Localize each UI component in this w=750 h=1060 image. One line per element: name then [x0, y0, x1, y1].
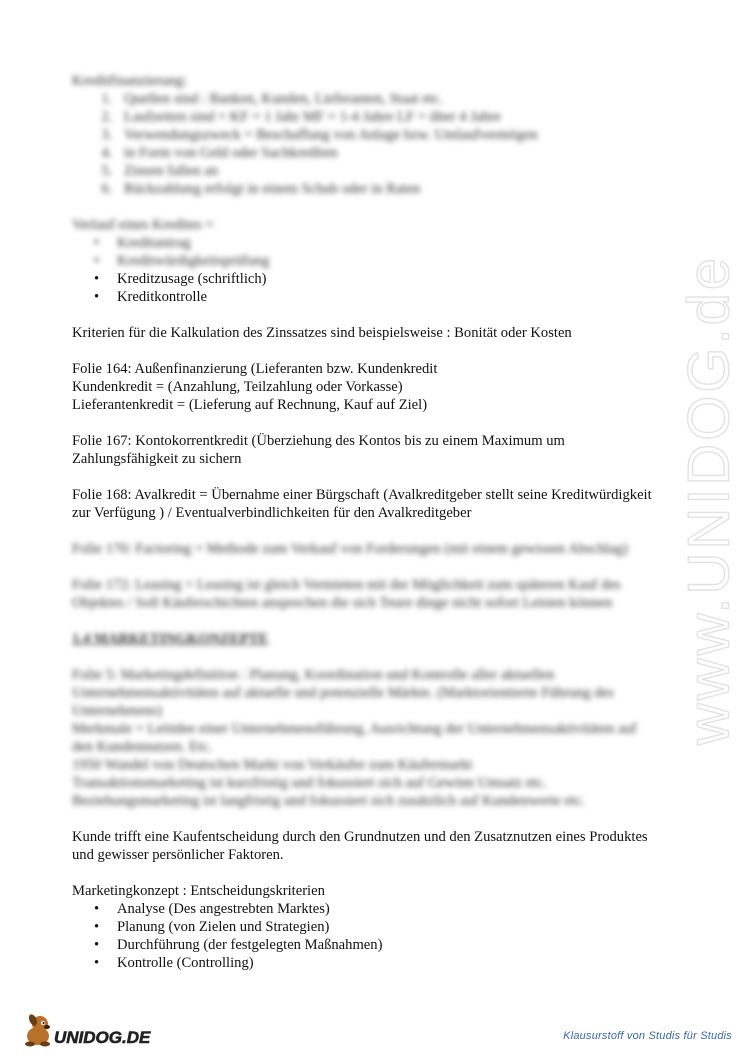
text-line: Folie 168: Avalkredit = Übernahme einer Bürgschaft (Avalkreditgeber stellt seine Kreditwürdigkeit [72, 487, 652, 503]
text-line: zur Verfügung ) / Eventualverbindlichkeiten für den Avalkreditgeber [72, 505, 472, 521]
text-line: Lieferantenkredit = (Lieferung auf Rechnung, Kauf auf Ziel) [72, 397, 428, 413]
text-line: Merkmale = Leitidee einer Unternehmensführung, Ausrichtung der Unternehmensaktivitäten auf [72, 721, 637, 737]
marketingkonzept-title: Marketingkonzept : Entscheidungskriterien [72, 883, 325, 899]
text-line: Folie 164: Außenfinanzierung (Lieferanten bzw. Kundenkredit [72, 361, 438, 377]
text-line: 1950 Wandel von Deutschen Markt von Verkäufer zum Käufermarkt [72, 757, 473, 773]
dog-icon [18, 1010, 168, 1050]
list-item [72, 900, 682, 918]
text-line: Beziehungsmarketing ist langfristig und fokussiert sich zusätzlich auf Kundenwerte etc. [72, 793, 586, 809]
logo-text: UNIDOG.DE [54, 1028, 151, 1047]
list-item [72, 954, 682, 972]
list-item [72, 936, 682, 954]
bullet: • [94, 937, 100, 953]
folie-164-block [72, 360, 682, 414]
list-item-text: Analyse (Des angestrebten Marktes) [117, 901, 330, 917]
list-item: 4. in Form von Geld oder Sachkrediten [116, 144, 682, 162]
list-item [72, 288, 682, 306]
text-line: Kunde trifft eine Kaufentscheidung durch den Grundnutzen und den Zusatznutzen eines Produktes [72, 829, 648, 845]
list-item: 5. Zinsen fallen an [116, 162, 682, 180]
text-line: Kundenkredit = (Anzahlung, Teilzahlung oder Vorkasse) [72, 379, 403, 395]
list-item-text: Kontrolle (Controlling) [117, 955, 254, 971]
verlauf-list [72, 234, 682, 306]
kriterien-paragraph: Kriterien für die Kalkulation des Zinssatzes sind beispielsweise : Bonität oder Kosten [72, 325, 572, 341]
text-line: und gewisser persönlicher Faktoren. [72, 847, 284, 863]
section-kreditfinanzierung [72, 72, 682, 198]
marketingkonzept-list [72, 900, 682, 972]
footer-tagline: Klausurstoff von Studis für Studis [563, 1030, 732, 1042]
unidog-logo[interactable] [18, 1010, 168, 1050]
text-line: Transaktionsmarketing ist kurzfristig und fokussiert sich auf Gewinn Umsatz etc. [72, 775, 547, 791]
text-line: Zahlungsfähigkeit zu sichern [72, 451, 242, 467]
list-item: 6. Rückzahlung erfolgt in einem Schub oder in Raten [116, 180, 682, 198]
text-line: Unternehmens) [72, 703, 162, 719]
text-line: Folie 167: Kontokorrentkredit (Überziehung des Kontos bis zu einem Maximum um [72, 433, 565, 449]
bullet: • [94, 919, 100, 935]
marketing-heading: 1.4 MARKETINGKONZEPTE [72, 631, 269, 647]
list-item [72, 270, 682, 288]
list-item-text: Kreditkontrolle [117, 289, 207, 305]
list-item: 1. Quellen sind : Banken, Kunden, Lieferanten, Staat etc. [116, 90, 682, 108]
text-line: Unternehmensaktivitäten auf aktuelle und potenzielle Märkte. (Marktorientierte Führung des [72, 685, 614, 701]
list-item: 2. Laufzeiten sind = KF = 1 Jahr MF = 1-4 Jahre LF = über 4 Jahre [116, 108, 682, 126]
folie-172-block [72, 576, 682, 612]
folie-168-block [72, 486, 682, 522]
bullet: • [94, 289, 100, 305]
kreditfinanzierung-title: Kreditfinanzierung: [72, 73, 188, 89]
list-item: • Kreditantrag [94, 235, 191, 251]
verlauf-title: Verlauf eines Kredites = [72, 217, 214, 233]
text-line: den Kundennutzen. Etc. [72, 739, 213, 755]
section-verlauf [72, 216, 682, 306]
bullet: • [94, 955, 100, 971]
text-line: Objektes / Soll Käuferschichten ansprechen die sich Teure dinge nicht sofort Leisten können [72, 595, 613, 611]
list-item-text: Kreditzusage (schriftlich) [117, 271, 267, 287]
kreditfinanzierung-list [72, 90, 682, 198]
bullet: • [94, 901, 100, 917]
list-item-text: Planung (von Zielen und Strategien) [117, 919, 330, 935]
list-item: 3. Verwendungszweck = Beschaffung von Anlage bzw. Umlaufvermögen [116, 126, 682, 144]
folie-170-paragraph: Folie 170: Factoring = Methode zum Verkauf von Forderungen (mit einem gewissen Abschlag) [72, 541, 628, 557]
document-body [72, 72, 682, 972]
bullet: • [94, 271, 100, 287]
list-item [72, 918, 682, 936]
list-item: • Kreditwürdigkeitsprüfung [94, 253, 270, 269]
list-item-text: Durchführung (der festgelegten Maßnahmen) [117, 937, 383, 953]
kunde-block [72, 828, 682, 864]
marketingkonzept-block [72, 882, 682, 972]
folie-167-block [72, 432, 682, 468]
watermark-text: www.UNIDOG.de [676, 254, 742, 746]
folie-5-block [72, 666, 682, 810]
text-line: Folie 172: Leasing = Leasing ist gleich Vermieten mit der Möglichkeit zum späteren Kauf des [72, 577, 621, 593]
text-line: Folie 5: Marketingdefinition : Planung, Koordination und Kontrolle aller aktuellen [72, 667, 555, 683]
